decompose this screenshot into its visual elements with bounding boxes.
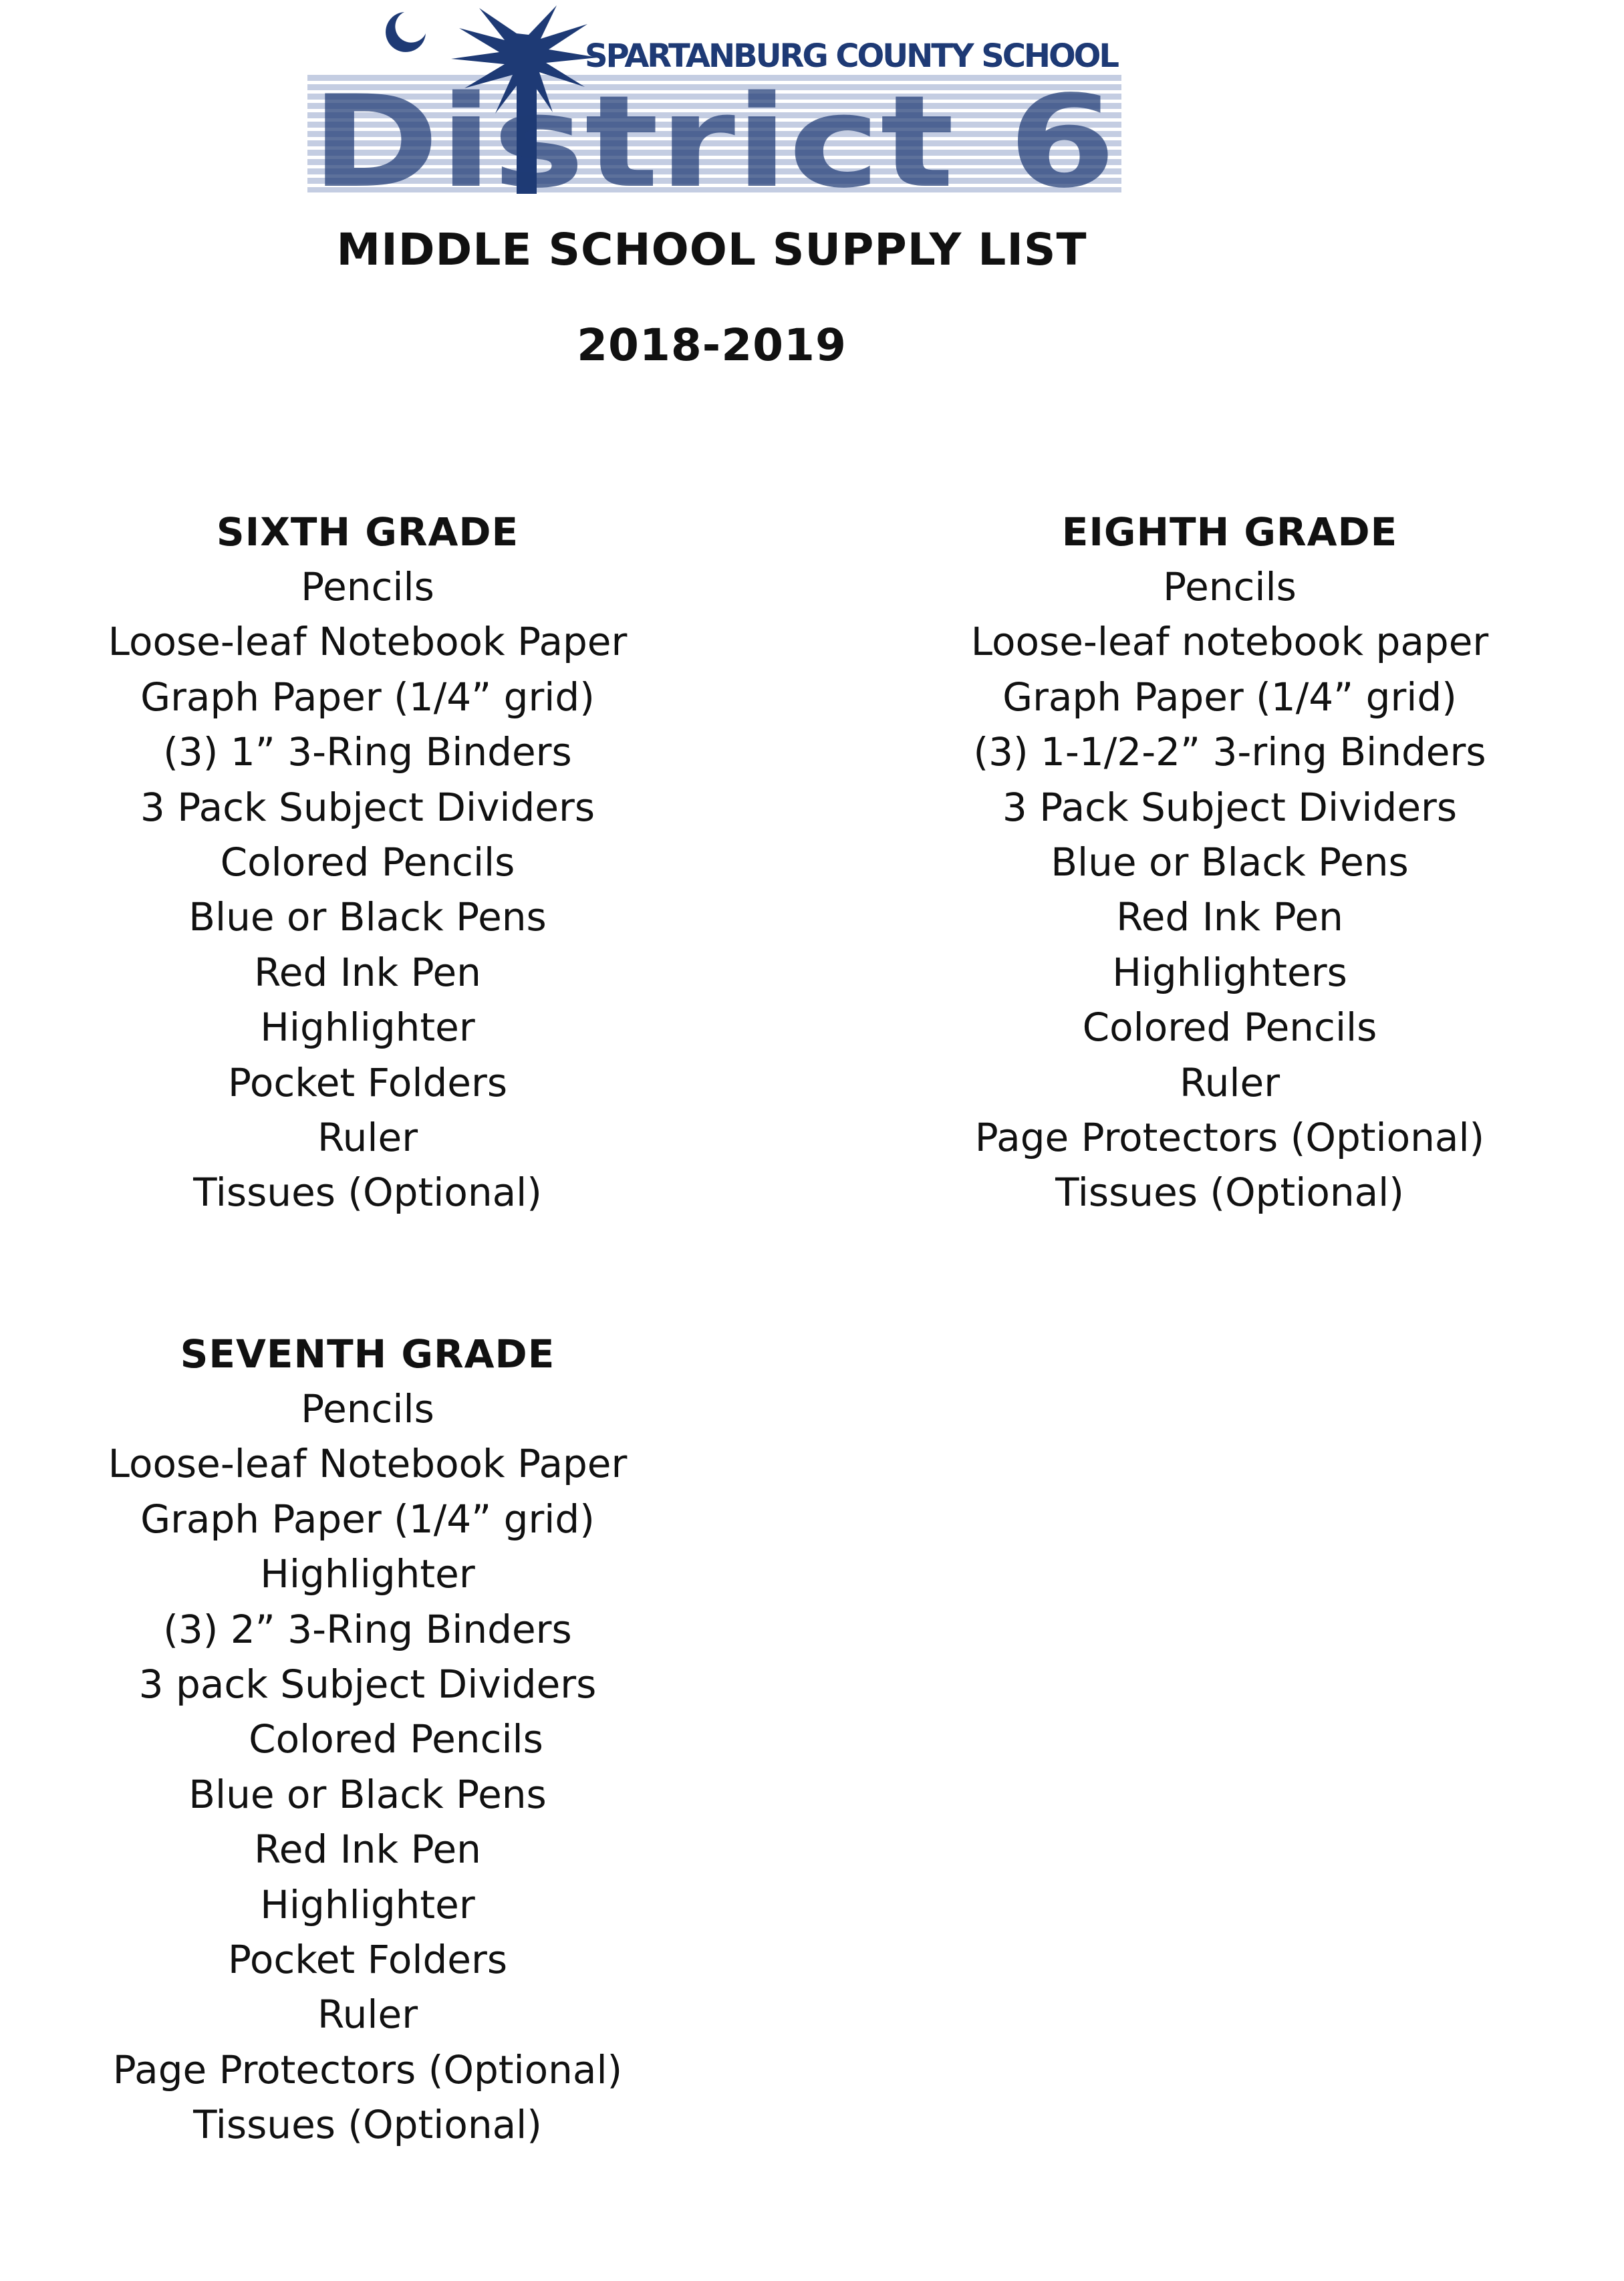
school-year: 2018-2019 <box>577 319 847 371</box>
list-item: Tissues (Optional) <box>1055 1170 1404 1216</box>
list-item: Loose-leaf Notebook Paper <box>108 619 628 665</box>
list-item: Loose-leaf notebook paper <box>970 619 1489 665</box>
list-item: 3 Pack Subject Dividers <box>140 784 595 830</box>
list-item: Ruler <box>317 1114 418 1160</box>
logo-district-label: SPARTANBURG COUNTY SCHOOL <box>585 37 1119 75</box>
list-item: Page Protectors (Optional) <box>974 1114 1485 1160</box>
list-item: (3) 2” 3-Ring Binders <box>163 1606 572 1652</box>
list-item: (3) 1” 3-Ring Binders <box>163 729 572 775</box>
list-item: Blue or Black Pens <box>188 1771 547 1817</box>
sixth-grade-list <box>0 505 735 1220</box>
logo-wordmark: District 6 <box>311 68 1116 200</box>
list-item: Pocket Folders <box>227 1936 508 1982</box>
eighth-grade-list <box>862 505 1597 1220</box>
list-item: Ruler <box>1179 1059 1280 1105</box>
district-logo <box>304 0 1126 200</box>
list-item: Ruler <box>317 1992 418 2038</box>
list-item: Colored Pencils <box>1082 1004 1377 1051</box>
list-item: Colored Pencils <box>220 839 515 885</box>
grade-heading: SEVENTH GRADE <box>180 1331 555 1377</box>
list-item: Page Protectors (Optional) <box>112 2046 623 2093</box>
list-item: Red Ink Pen <box>1116 894 1343 940</box>
list-item: Highlighter <box>260 1004 475 1051</box>
list-item: Graph Paper (1/4” grid) <box>140 674 595 720</box>
list-item: Tissues (Optional) <box>193 1170 542 1216</box>
list-item: Blue or Black Pens <box>188 894 547 940</box>
grade-heading: SIXTH GRADE <box>216 509 519 555</box>
list-item: 3 pack Subject Dividers <box>138 1661 597 1707</box>
list-item: Pocket Folders <box>227 1059 508 1105</box>
list-item: Graph Paper (1/4” grid) <box>1002 674 1457 720</box>
grade-heading: EIGHTH GRADE <box>1061 509 1398 555</box>
list-item: Red Ink Pen <box>254 949 481 995</box>
list-item: Highlighters <box>1112 949 1347 995</box>
list-item: Pencils <box>1163 564 1297 610</box>
list-item: Loose-leaf Notebook Paper <box>108 1441 628 1487</box>
list-item: Highlighter <box>260 1551 475 1597</box>
crescent-moon-icon <box>386 12 426 52</box>
list-item: 3 Pack Subject Dividers <box>1002 784 1458 830</box>
list-item: Colored Pencils <box>249 1716 543 1762</box>
list-item: Red Ink Pen <box>254 1827 481 1873</box>
list-item: Highlighter <box>260 1881 475 1927</box>
list-item: Blue or Black Pens <box>1051 839 1409 885</box>
list-item: Tissues (Optional) <box>193 2102 542 2148</box>
list-item: Graph Paper (1/4” grid) <box>140 1496 595 1542</box>
list-item: (3) 1-1/2-2” 3-ring Binders <box>973 729 1486 775</box>
page-title: MIDDLE SCHOOL SUPPLY LIST <box>336 224 1087 275</box>
seventh-grade-list <box>0 1327 735 2152</box>
list-item: Pencils <box>301 1386 434 1432</box>
list-item: Pencils <box>301 564 434 610</box>
